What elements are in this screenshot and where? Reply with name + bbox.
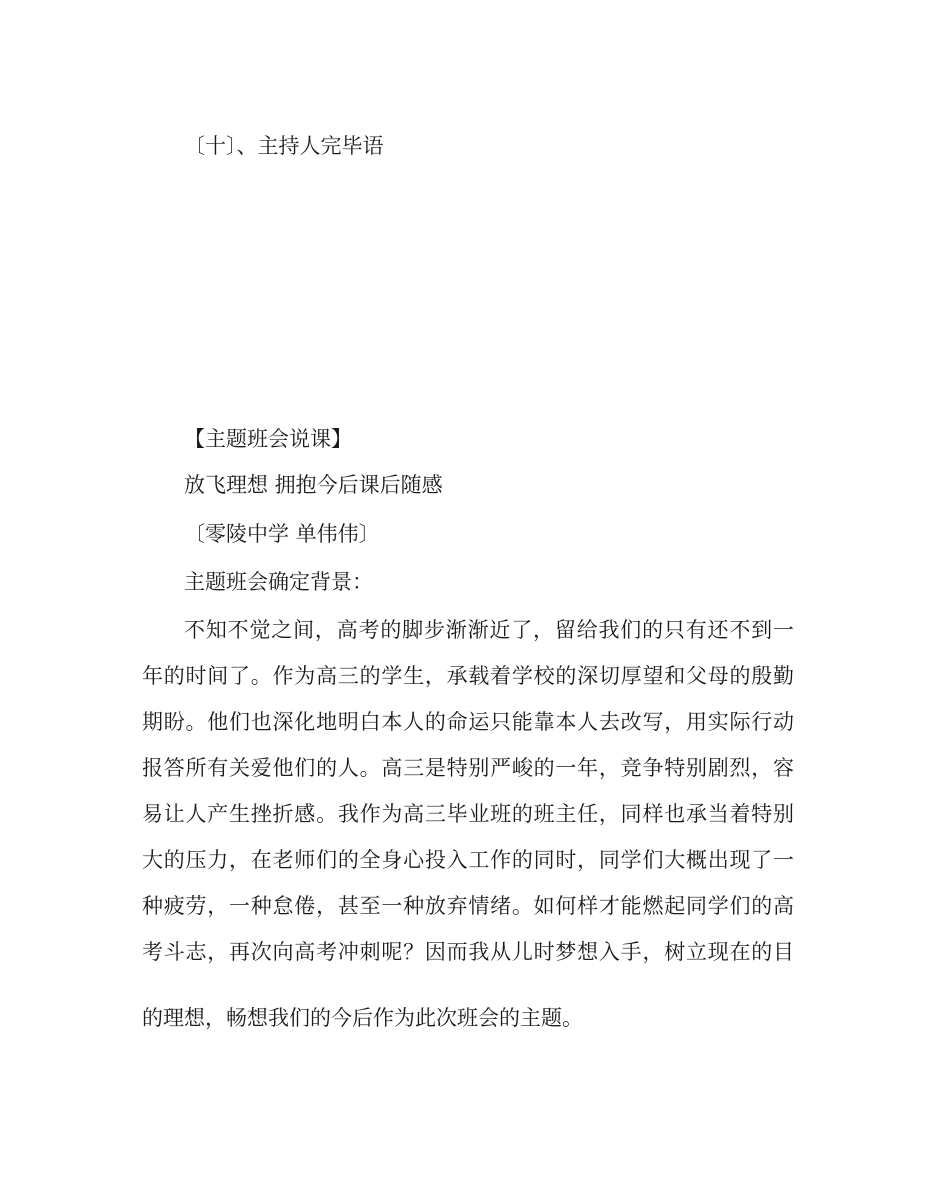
paragraph-line-5: 易让人产生挫折感。我作为高三毕业班的班主任，同样也承当着特别: [142, 802, 795, 826]
author-line: 〔零陵中学 单伟伟〕: [184, 522, 380, 546]
paragraph-line-1: 不知不觉之间，高考的脚步渐渐近了，留给我们的只有还不到一: [184, 618, 795, 642]
paragraph-line-2: 年的时间了。作为高三的学生，承载着学校的深切厚望和父母的殷勤: [142, 664, 795, 688]
paragraph-line-8: 考斗志，再次向高考冲刺呢？因而我从儿时梦想入手，树立现在的目: [142, 940, 795, 964]
paragraph-line-9: 的理想，畅想我们的今后作为此次班会的主题。: [142, 1006, 583, 1030]
paragraph-line-7: 种疲劳，一种怠倦，甚至一种放弃情绪。如何样才能燃起同学们的高: [142, 894, 795, 918]
section-ten-heading: 〔十〕、主持人完毕语: [184, 134, 384, 158]
paragraph-line-6: 大的压力，在老师们的全身心投入工作的同时，同学们大概出现了一: [142, 848, 795, 872]
paragraph-line-4: 报答所有关爱他们的人。高三是特别严峻的一年，竞争特别剧烈，容: [142, 756, 795, 780]
background-label: 主题班会确定背景：: [184, 570, 373, 594]
paragraph-line-3: 期盼。他们也深化地明白本人的命运只能靠本人去改写，用实际行动: [142, 710, 795, 734]
lesson-heading: 【主题班会说课】: [184, 427, 352, 451]
lesson-title: 放飞理想 拥抱今后课后随感: [184, 473, 443, 497]
